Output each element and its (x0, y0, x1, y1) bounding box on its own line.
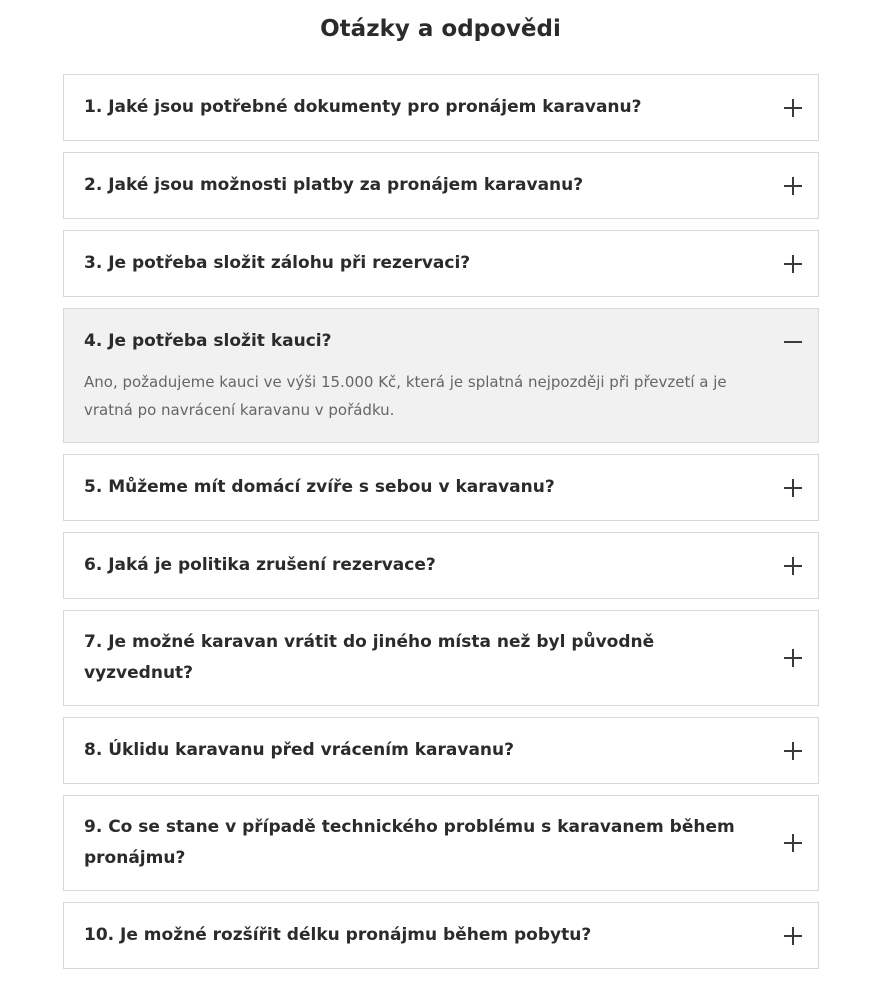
faq-question-text: 7. Je možné karavan vrátit do jiného místa než byl původně vyzvednut? (84, 632, 655, 683)
plus-icon[interactable] (784, 557, 802, 575)
faq-question-text: 5. Můžeme mít domácí zvíře s sebou v karavanu? (84, 477, 555, 497)
faq-question-button[interactable] (64, 75, 818, 140)
faq-item (63, 454, 819, 521)
plus-icon[interactable] (784, 479, 802, 497)
plus-icon[interactable] (784, 177, 802, 195)
faq-answer-text: Ano, požadujeme kauci ve výši 15.000 Kč, která je splatná nejpozději při převzetí a je vratná po navrácení karavanu v pořádku. (84, 373, 727, 419)
faq-question-button[interactable] (64, 455, 818, 520)
faq-item (63, 532, 819, 599)
faq-item-expanded (63, 308, 819, 443)
plus-icon[interactable] (784, 649, 802, 667)
plus-icon[interactable] (784, 742, 802, 760)
plus-icon[interactable] (784, 834, 802, 852)
faq-question-text: 4. Je potřeba složit kauci? (84, 331, 332, 351)
faq-question-button[interactable] (64, 611, 818, 705)
faq-question-text: 6. Jaká je politika zrušení rezervace? (84, 555, 436, 575)
faq-question-text: 10. Je možné rozšířit délku pronájmu během pobytu? (84, 925, 592, 945)
plus-icon[interactable] (784, 927, 802, 945)
faq-question-button[interactable] (64, 718, 818, 783)
faq-question-button[interactable] (64, 231, 818, 296)
faq-item (63, 610, 819, 706)
plus-icon[interactable] (784, 255, 802, 273)
faq-item (63, 230, 819, 297)
plus-icon[interactable] (784, 99, 802, 117)
faq-question-button[interactable] (64, 533, 818, 598)
faq-question-text: 2. Jaké jsou možnosti platby za pronájem karavanu? (84, 175, 584, 195)
page-title: Otázky a odpovědi (320, 16, 561, 42)
faq-list (63, 74, 819, 980)
faq-question-button[interactable] (64, 153, 818, 218)
faq-question-text: 9. Co se stane v případě technického problému s karavanem během pronájmu? (84, 817, 735, 868)
faq-item (63, 152, 819, 219)
faq-item (63, 74, 819, 141)
faq-item (63, 902, 819, 969)
faq-item (63, 717, 819, 784)
faq-item (63, 795, 819, 891)
faq-question-text: 3. Je potřeba složit zálohu při rezervaci? (84, 253, 471, 273)
faq-question-text: 1. Jaké jsou potřebné dokumenty pro pronájem karavanu? (84, 97, 642, 117)
faq-question-button[interactable] (64, 903, 818, 968)
faq-question-button[interactable] (64, 309, 818, 374)
minus-icon[interactable] (784, 333, 802, 351)
faq-question-text: 8. Úklidu karavanu před vrácením karavanu? (84, 740, 514, 760)
faq-question-button[interactable] (64, 796, 818, 890)
